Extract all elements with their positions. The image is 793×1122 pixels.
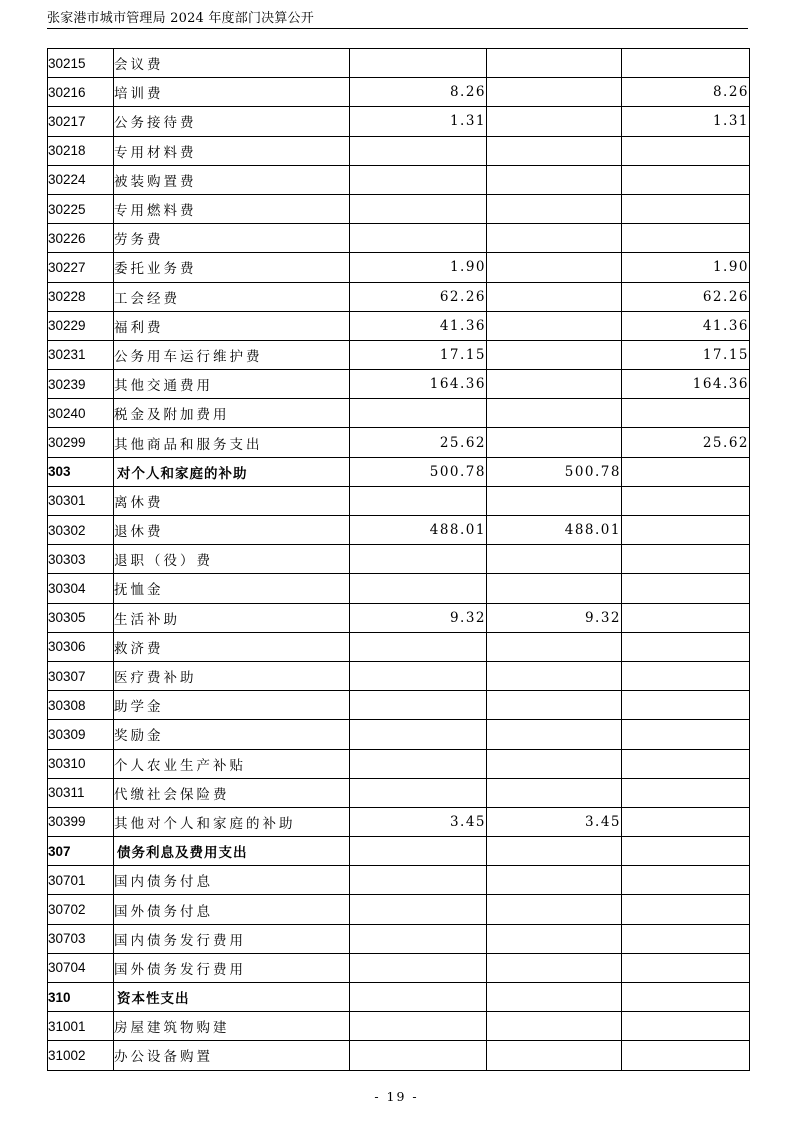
table-row — [48, 78, 750, 107]
cell-value-1: 8.26 — [350, 78, 487, 107]
cell-name: 医疗费补助 — [114, 661, 350, 690]
cell-name: 其他商品和服务支出 — [114, 428, 350, 457]
cell-name: 离休费 — [114, 486, 350, 515]
table-row — [48, 107, 750, 136]
cell-value-2 — [487, 1012, 622, 1041]
cell-code: 30216 — [48, 78, 114, 107]
table-group-row — [48, 983, 750, 1012]
cell-name: 债务利息及费用支出 — [114, 837, 350, 866]
cell-value-3 — [622, 1012, 750, 1041]
cell-code: 30240 — [48, 399, 114, 428]
table-row — [48, 370, 750, 399]
cell-value-2 — [487, 691, 622, 720]
cell-code: 30231 — [48, 340, 114, 369]
cell-value-1: 1.90 — [350, 253, 487, 282]
table-row — [48, 866, 750, 895]
cell-value-1 — [350, 632, 487, 661]
cell-value-3 — [622, 603, 750, 632]
page-header: 张家港市城市管理局 2024 年度部门决算公开 — [47, 11, 314, 26]
cell-code: 30215 — [48, 49, 114, 78]
cell-code: 30303 — [48, 545, 114, 574]
cell-value-3 — [622, 837, 750, 866]
cell-name: 公务用车运行维护费 — [114, 340, 350, 369]
table-row — [48, 778, 750, 807]
cell-name: 培训费 — [114, 78, 350, 107]
cell-name: 国外债务付息 — [114, 895, 350, 924]
cell-value-3 — [622, 720, 750, 749]
cell-name: 被装购置费 — [114, 165, 350, 194]
cell-code: 30218 — [48, 136, 114, 165]
cell-value-1: 1.31 — [350, 107, 487, 136]
cell-value-2 — [487, 107, 622, 136]
cell-value-1: 500.78 — [350, 457, 487, 486]
cell-name: 国外债务发行费用 — [114, 953, 350, 982]
table-row — [48, 924, 750, 953]
cell-name: 专用材料费 — [114, 136, 350, 165]
cell-name: 劳务费 — [114, 224, 350, 253]
cell-code: 30226 — [48, 224, 114, 253]
page-number: - 19 - — [374, 1089, 419, 1104]
cell-value-2: 3.45 — [487, 807, 622, 836]
cell-name: 退休费 — [114, 516, 350, 545]
cell-value-1 — [350, 194, 487, 223]
cell-code: 30305 — [48, 603, 114, 632]
table-row — [48, 749, 750, 778]
table-row — [48, 194, 750, 223]
cell-value-2 — [487, 720, 622, 749]
cell-value-2 — [487, 136, 622, 165]
table-row — [48, 282, 750, 311]
cell-name: 对个人和家庭的补助 — [114, 457, 350, 486]
cell-name: 其他对个人和家庭的补助 — [114, 807, 350, 836]
cell-value-2 — [487, 194, 622, 223]
cell-code: 31001 — [48, 1012, 114, 1041]
cell-code: 30304 — [48, 574, 114, 603]
cell-value-2: 500.78 — [487, 457, 622, 486]
table-row — [48, 516, 750, 545]
cell-value-1: 41.36 — [350, 311, 487, 340]
cell-code: 30302 — [48, 516, 114, 545]
cell-value-2 — [487, 895, 622, 924]
cell-value-3 — [622, 486, 750, 515]
cell-value-3 — [622, 895, 750, 924]
cell-name: 其他交通费用 — [114, 370, 350, 399]
cell-value-1 — [350, 49, 487, 78]
cell-value-2 — [487, 983, 622, 1012]
cell-name: 资本性支出 — [114, 983, 350, 1012]
table-row — [48, 253, 750, 282]
cell-value-2 — [487, 224, 622, 253]
cell-name: 工会经费 — [114, 282, 350, 311]
cell-code: 30299 — [48, 428, 114, 457]
cell-value-2 — [487, 78, 622, 107]
cell-value-3 — [622, 983, 750, 1012]
cell-value-3 — [622, 778, 750, 807]
cell-name: 抚恤金 — [114, 574, 350, 603]
cell-value-1 — [350, 136, 487, 165]
cell-value-2 — [487, 49, 622, 78]
cell-name: 救济费 — [114, 632, 350, 661]
cell-value-2 — [487, 632, 622, 661]
cell-value-3: 41.36 — [622, 311, 750, 340]
cell-name: 国内债务发行费用 — [114, 924, 350, 953]
cell-value-2 — [487, 399, 622, 428]
cell-value-2 — [487, 749, 622, 778]
cell-value-3: 17.15 — [622, 340, 750, 369]
expenditure-table-body — [48, 49, 750, 1071]
cell-value-2 — [487, 253, 622, 282]
table-row — [48, 1041, 750, 1070]
cell-value-2 — [487, 866, 622, 895]
cell-name: 国内债务付息 — [114, 866, 350, 895]
cell-value-3 — [622, 194, 750, 223]
cell-value-2: 9.32 — [487, 603, 622, 632]
cell-code: 30307 — [48, 661, 114, 690]
cell-value-1: 3.45 — [350, 807, 487, 836]
table-row — [48, 340, 750, 369]
cell-value-1 — [350, 574, 487, 603]
cell-name: 专用燃料费 — [114, 194, 350, 223]
cell-value-1 — [350, 778, 487, 807]
cell-name: 公务接待费 — [114, 107, 350, 136]
table-row — [48, 574, 750, 603]
cell-value-3 — [622, 49, 750, 78]
cell-code: 310 — [48, 983, 114, 1012]
cell-name: 房屋建筑物购建 — [114, 1012, 350, 1041]
cell-value-1 — [350, 953, 487, 982]
cell-code: 30306 — [48, 632, 114, 661]
cell-value-2 — [487, 428, 622, 457]
table-row — [48, 49, 750, 78]
cell-code: 30399 — [48, 807, 114, 836]
cell-code: 30225 — [48, 194, 114, 223]
table-row — [48, 632, 750, 661]
table-row — [48, 661, 750, 690]
cell-value-1: 17.15 — [350, 340, 487, 369]
cell-value-1 — [350, 720, 487, 749]
cell-name: 委托业务费 — [114, 253, 350, 282]
cell-name: 会议费 — [114, 49, 350, 78]
table-row — [48, 428, 750, 457]
cell-value-2 — [487, 661, 622, 690]
cell-value-1 — [350, 399, 487, 428]
cell-code: 30301 — [48, 486, 114, 515]
cell-code: 30704 — [48, 953, 114, 982]
cell-value-1 — [350, 866, 487, 895]
cell-value-3: 1.31 — [622, 107, 750, 136]
cell-value-1 — [350, 983, 487, 1012]
cell-value-3 — [622, 691, 750, 720]
cell-value-3 — [622, 399, 750, 428]
cell-code: 30228 — [48, 282, 114, 311]
cell-value-3 — [622, 165, 750, 194]
cell-value-3 — [622, 924, 750, 953]
cell-code: 30701 — [48, 866, 114, 895]
cell-value-1 — [350, 486, 487, 515]
cell-code: 303 — [48, 457, 114, 486]
cell-value-1 — [350, 749, 487, 778]
cell-value-3 — [622, 545, 750, 574]
cell-code: 30239 — [48, 370, 114, 399]
cell-value-1 — [350, 545, 487, 574]
cell-value-1: 164.36 — [350, 370, 487, 399]
cell-value-2 — [487, 778, 622, 807]
table-group-row — [48, 837, 750, 866]
table-row — [48, 603, 750, 632]
cell-value-3: 62.26 — [622, 282, 750, 311]
table-row — [48, 136, 750, 165]
cell-value-2 — [487, 837, 622, 866]
table-row — [48, 399, 750, 428]
cell-code: 30703 — [48, 924, 114, 953]
cell-value-3 — [622, 661, 750, 690]
cell-value-1 — [350, 895, 487, 924]
cell-code: 30309 — [48, 720, 114, 749]
cell-code: 307 — [48, 837, 114, 866]
cell-value-1 — [350, 661, 487, 690]
cell-value-3 — [622, 953, 750, 982]
cell-name: 办公设备购置 — [114, 1041, 350, 1070]
cell-value-2 — [487, 574, 622, 603]
cell-value-3: 1.90 — [622, 253, 750, 282]
cell-name: 退职（役）费 — [114, 545, 350, 574]
cell-value-2 — [487, 340, 622, 369]
cell-value-3 — [622, 807, 750, 836]
cell-value-3 — [622, 516, 750, 545]
cell-code: 30311 — [48, 778, 114, 807]
table-row — [48, 545, 750, 574]
cell-value-2: 488.01 — [487, 516, 622, 545]
cell-value-3 — [622, 136, 750, 165]
cell-value-1 — [350, 837, 487, 866]
cell-value-3 — [622, 457, 750, 486]
cell-value-2 — [487, 486, 622, 515]
table-row — [48, 691, 750, 720]
cell-value-3: 25.62 — [622, 428, 750, 457]
cell-value-1 — [350, 165, 487, 194]
cell-code: 30310 — [48, 749, 114, 778]
cell-code: 31002 — [48, 1041, 114, 1070]
cell-value-2 — [487, 282, 622, 311]
table-row — [48, 720, 750, 749]
table-row — [48, 807, 750, 836]
cell-value-2 — [487, 370, 622, 399]
cell-value-2 — [487, 545, 622, 574]
table-row — [48, 165, 750, 194]
table-row — [48, 486, 750, 515]
cell-name: 助学金 — [114, 691, 350, 720]
table-row — [48, 895, 750, 924]
cell-value-2 — [487, 953, 622, 982]
cell-value-3 — [622, 749, 750, 778]
cell-value-3 — [622, 1041, 750, 1070]
cell-value-1 — [350, 1012, 487, 1041]
cell-value-2 — [487, 1041, 622, 1070]
expenditure-table — [47, 48, 750, 1071]
cell-value-3 — [622, 574, 750, 603]
cell-value-1: 9.32 — [350, 603, 487, 632]
cell-value-3 — [622, 224, 750, 253]
cell-value-1: 25.62 — [350, 428, 487, 457]
cell-value-1 — [350, 924, 487, 953]
cell-value-3 — [622, 866, 750, 895]
cell-code: 30702 — [48, 895, 114, 924]
cell-name: 福利费 — [114, 311, 350, 340]
cell-value-3: 164.36 — [622, 370, 750, 399]
cell-value-1 — [350, 224, 487, 253]
cell-value-3 — [622, 632, 750, 661]
cell-value-2 — [487, 311, 622, 340]
cell-value-3: 8.26 — [622, 78, 750, 107]
table-row — [48, 224, 750, 253]
cell-name: 税金及附加费用 — [114, 399, 350, 428]
cell-code: 30224 — [48, 165, 114, 194]
cell-code: 30217 — [48, 107, 114, 136]
cell-name: 生活补助 — [114, 603, 350, 632]
table-row — [48, 953, 750, 982]
cell-value-1 — [350, 1041, 487, 1070]
table-row — [48, 1012, 750, 1041]
cell-value-2 — [487, 165, 622, 194]
cell-code: 30227 — [48, 253, 114, 282]
header-divider — [47, 28, 748, 29]
cell-value-1 — [350, 691, 487, 720]
cell-name: 奖励金 — [114, 720, 350, 749]
cell-value-1: 62.26 — [350, 282, 487, 311]
table-group-row — [48, 457, 750, 486]
cell-value-2 — [487, 924, 622, 953]
cell-code: 30229 — [48, 311, 114, 340]
cell-name: 代缴社会保险费 — [114, 778, 350, 807]
table-row — [48, 311, 750, 340]
cell-name: 个人农业生产补贴 — [114, 749, 350, 778]
cell-value-1: 488.01 — [350, 516, 487, 545]
cell-code: 30308 — [48, 691, 114, 720]
